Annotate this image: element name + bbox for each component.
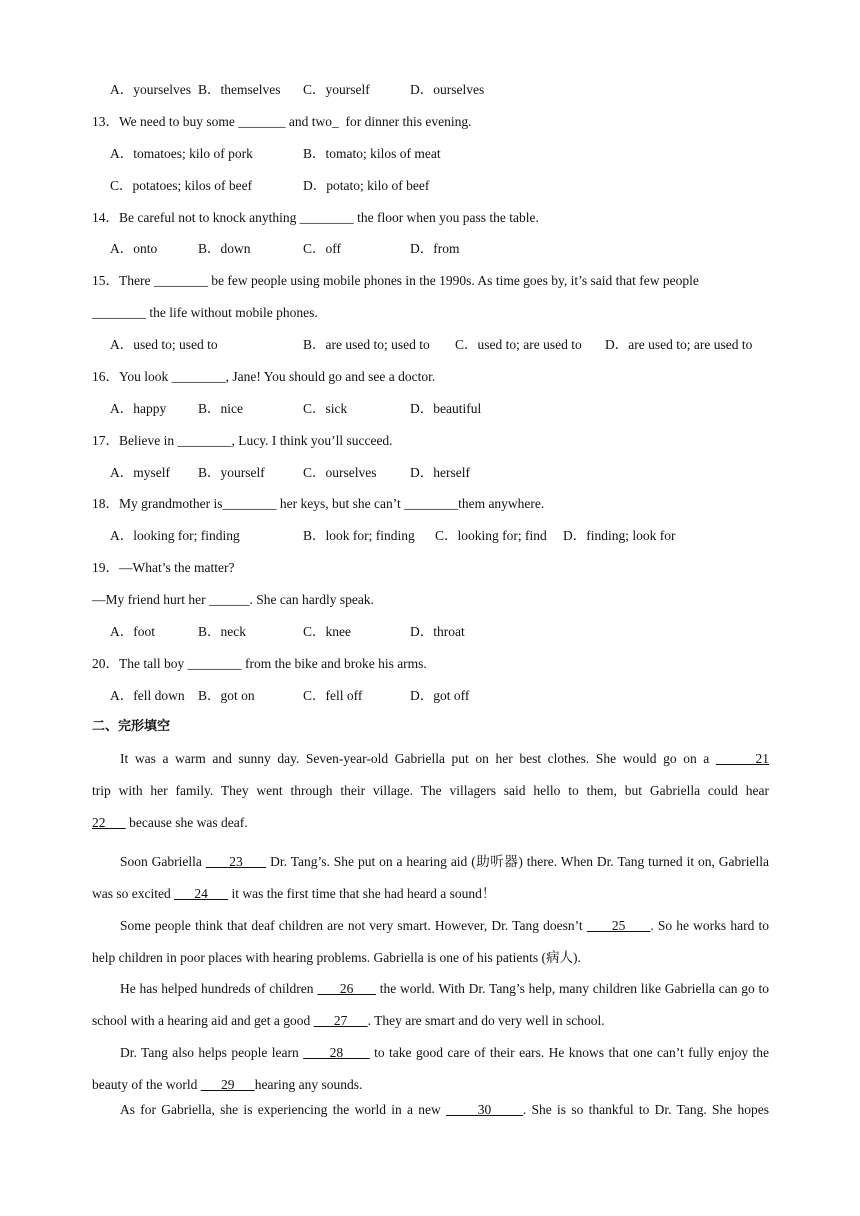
cloze-text: because she was deaf.	[125, 815, 248, 830]
q15-stem-line1: 15．There ________ be few people using mobile phones in the 1990s. As time goes by, it’s said that few people	[92, 273, 699, 288]
q16-stem: 16．You look ________, Jane! You should go and see a doctor.	[92, 369, 436, 384]
q14-option-c: C．off	[303, 241, 342, 256]
q16-option-b: B．nice	[198, 401, 243, 416]
q18-option-b: B．look for; finding	[303, 528, 415, 543]
cloze-paragraph-1	[92, 750, 769, 768]
cloze-blank-25: 25	[586, 918, 651, 933]
q15-option-b: B．are used to; used to	[303, 337, 430, 352]
cloze-text: hearing any sounds.	[254, 1077, 363, 1092]
q14-option-a: A．onto	[110, 241, 158, 256]
cloze-blank-27: 27	[313, 1013, 368, 1028]
q20-option-d: D．got off	[410, 688, 470, 703]
cloze-blank-24: 24	[174, 886, 229, 901]
cloze-text: Dr. Tang also helps people learn	[120, 1045, 304, 1060]
cloze-paragraph-3	[92, 910, 769, 982]
q13-option-a: A．tomatoes; kilo of pork	[110, 146, 253, 161]
cloze-paragraph-5	[92, 1037, 769, 1109]
cloze-blank-30: 30	[446, 1102, 523, 1117]
cloze-text: Dr. Tang’s. She put on a hearing aid (助听器) there. When Dr. Tang turned it on, Gabriella was so excited	[92, 854, 770, 901]
q19-option-d: D．throat	[410, 624, 465, 639]
q17-option-d: D．herself	[410, 465, 470, 480]
cloze-blank-29: 29	[200, 1077, 255, 1092]
q17-option-a: A．myself	[110, 465, 170, 480]
section-heading-cloze: 二、完形填空	[92, 719, 171, 734]
q14-stem: 14．Be careful not to knock anything ________ the floor when you pass the table.	[92, 210, 539, 225]
q20-stem: 20．The tall boy ________ from the bike and broke his arms.	[92, 656, 427, 671]
q16-option-c: C．sick	[303, 401, 348, 416]
cloze-blank-28: 28	[303, 1045, 370, 1060]
cloze-blank-23: 23	[205, 854, 267, 869]
q19-stem-line2: —My friend hurt her ______. She can hardly speak.	[92, 592, 374, 607]
cloze-text: the world. With Dr. Tang’s help, many children like Gabriella can go to school with a hearing aid and get a good	[92, 981, 770, 1028]
q14-option-b: B．down	[198, 241, 251, 256]
cloze-text: It was a warm and sunny day. Seven-year-old Gabriella put on her best clothes. She would go on a	[120, 751, 716, 766]
cloze-blank-22: 22	[92, 815, 126, 830]
q13-option-c: C．potatoes; kilos of beef	[110, 178, 253, 193]
cloze-paragraph-1-line2	[92, 782, 769, 800]
cloze-text: Some people think that deaf children are not very smart. However, Dr. Tang doesn’t	[120, 918, 587, 933]
cloze-text: . So he works hard to help children in poor places with hearing problems. Gabriella is one of his patients (病人).	[92, 918, 769, 965]
q12-option-b: B．themselves	[198, 82, 281, 97]
q18-option-a: A．looking for; finding	[110, 528, 240, 543]
q20-option-a: A．fell down	[110, 688, 185, 703]
cloze-paragraph-6	[92, 1101, 769, 1119]
q16-option-a: A．happy	[110, 401, 167, 416]
q13-option-d: D．potato; kilo of beef	[303, 178, 430, 193]
q19-option-c: C．knee	[303, 624, 351, 639]
q14-option-d: D．from	[410, 241, 460, 256]
cloze-text: He has helped hundreds of children	[120, 981, 318, 996]
q12-option-a: A．yourselves	[110, 82, 191, 97]
q15-option-d: D．are used to; are used to	[605, 337, 753, 352]
q18-option-d: D．finding; look for	[563, 528, 676, 543]
q18-option-c: C．looking for; find	[435, 528, 547, 543]
q12-option-c: C．yourself	[303, 82, 370, 97]
cloze-text: to take good care of their ears. He knows that one can’t fully enjoy the beauty of the world	[92, 1045, 770, 1092]
q16-option-d: D．beautiful	[410, 401, 482, 416]
cloze-text: . She is so thankful to Dr. Tang. She hopes	[522, 1102, 770, 1117]
q20-option-c: C．fell off	[303, 688, 363, 703]
cloze-text: . They are smart and do very well in school.	[367, 1013, 605, 1028]
q20-option-b: B．got on	[198, 688, 255, 703]
q15-stem-line2: ________ the life without mobile phones.	[92, 305, 318, 320]
q19-option-b: B．neck	[198, 624, 246, 639]
q17-option-c: C．ourselves	[303, 465, 377, 480]
cloze-paragraph-4	[92, 973, 769, 1045]
cloze-paragraph-1-line3	[92, 814, 769, 832]
q19-option-a: A．foot	[110, 624, 155, 639]
q17-option-b: B．yourself	[198, 465, 265, 480]
q17-stem: 17．Believe in ________, Lucy. I think you’ll succeed.	[92, 433, 393, 448]
cloze-paragraph-2	[92, 846, 769, 918]
q15-option-a: A．used to; used to	[110, 337, 218, 352]
cloze-text: it was the first time that she had heard a sound！	[228, 886, 496, 901]
q12-option-d: D．ourselves	[410, 82, 485, 97]
cloze-text: Soon Gabriella	[120, 854, 206, 869]
q13-stem: 13．We need to buy some _______ and two_ for dinner this evening.	[92, 114, 472, 129]
cloze-text: As for Gabriella, she is experiencing the world in a new	[120, 1102, 447, 1117]
cloze-text: trip with her family. They went through their village. The villagers said hello to them, but Gabriella could hear	[92, 783, 769, 798]
q19-stem-line1: 19．—What’s the matter?	[92, 560, 235, 575]
q15-option-c: C．used to; are used to	[455, 337, 582, 352]
q18-stem: 18．My grandmother is________ her keys, but she can’t ________them anywhere.	[92, 496, 545, 511]
cloze-blank-21: 21	[715, 751, 769, 766]
q13-option-b: B．tomato; kilos of meat	[303, 146, 441, 161]
cloze-blank-26: 26	[317, 981, 376, 996]
